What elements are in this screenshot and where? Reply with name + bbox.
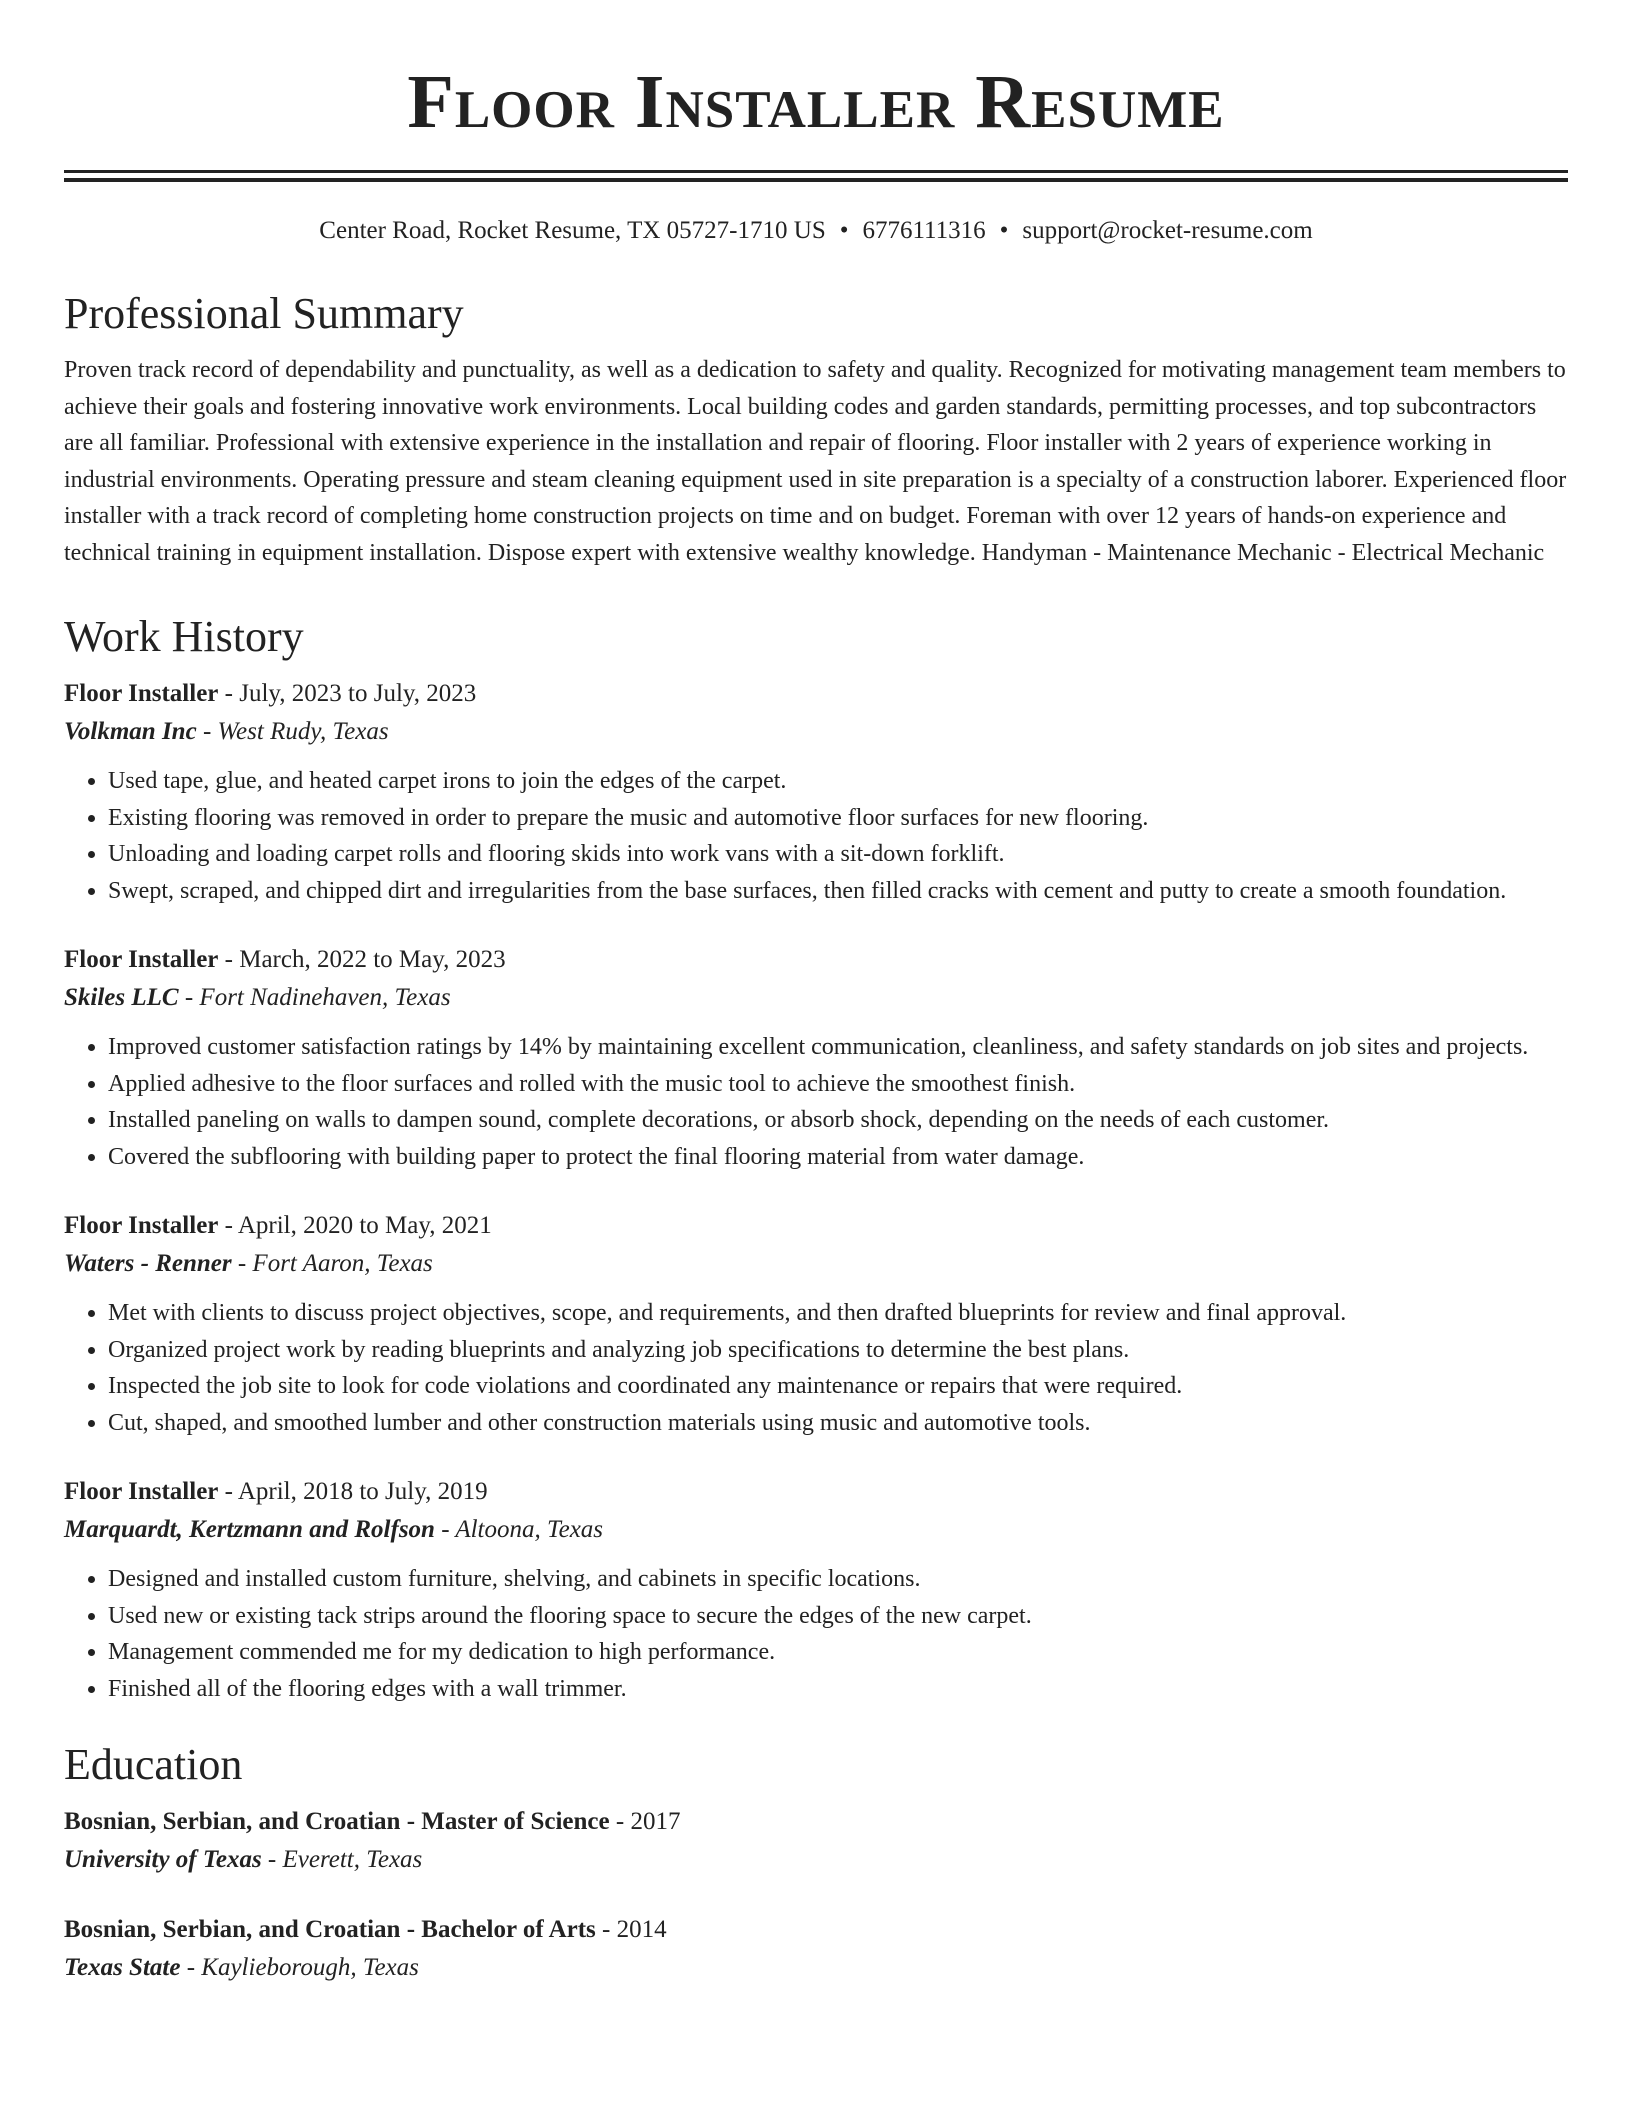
degree-name: Bosnian, Serbian, and Croatian - Master of Science bbox=[64, 1808, 610, 1835]
job-title: Floor Installer bbox=[64, 680, 219, 707]
company-name: Marquardt, Kertzmann and Rolfson bbox=[64, 1516, 435, 1543]
job-bullet: • Improved customer satisfaction ratings by 14% by maintaining excellent communication, cleanliness, and safety standards on job sites and projects. bbox=[108, 1029, 1568, 1066]
contact-line bbox=[64, 214, 1568, 248]
work-history-heading: Work History bbox=[64, 612, 304, 661]
education-entry bbox=[64, 1803, 1568, 1879]
company-location: - Altoona, Texas bbox=[434, 1516, 604, 1543]
summary-heading: Professional Summary bbox=[64, 289, 464, 338]
company-name: Skiles LLC bbox=[64, 984, 179, 1011]
job-entry bbox=[64, 941, 1568, 1175]
company-location: - Fort Nadinehaven, Texas bbox=[178, 984, 451, 1011]
school-name: Texas State bbox=[64, 1954, 181, 1981]
job-title-line bbox=[64, 1207, 1568, 1245]
job-dates: - March, 2022 to May, 2023 bbox=[218, 946, 506, 973]
company-line bbox=[64, 713, 1568, 751]
job-title-line bbox=[64, 1473, 1568, 1511]
bullet-separator: • bbox=[999, 217, 1009, 244]
school-location: - Kaylieborough, Texas bbox=[180, 1954, 419, 1981]
job-bullet: • Finished all of the flooring edges with a wall trimmer. bbox=[108, 1671, 1568, 1708]
school-line bbox=[64, 1949, 1568, 1987]
job-bullet: • Used tape, glue, and heated carpet irons to join the edges of the carpet. bbox=[108, 763, 1568, 800]
job-dates: - July, 2023 to July, 2023 bbox=[218, 680, 477, 707]
job-bullets bbox=[64, 763, 1568, 909]
section-education bbox=[64, 1739, 1568, 1987]
job-bullets bbox=[64, 1295, 1568, 1441]
job-entry bbox=[64, 1207, 1568, 1441]
education-heading: Education bbox=[64, 1740, 243, 1789]
job-bullet: • Applied adhesive to the floor surfaces and rolled with the music tool to achieve the smoothest finish. bbox=[108, 1066, 1568, 1103]
company-location: - West Rudy, Texas bbox=[196, 718, 389, 745]
job-bullets bbox=[64, 1561, 1568, 1707]
job-bullet: • Designed and installed custom furniture, shelving, and cabinets in specific locations. bbox=[108, 1561, 1568, 1598]
summary-text: Proven track record of dependability and punctuality, as well as a dedication to safety and quality. Recognized for motivating management team members to achieve their goals and fostering innovative work environments. Local building codes and garden standards, permitting processes, and top subcontractors are all familiar. Professional with extensive experience in the installation and repair of flooring. Floor installer with 2 years of experience working in industrial environments. Operating pressure and steam cleaning equipment used in site preparation is a specialty of a construction laborer. Experienced floor installer with a track record of completing home construction projects on time and on budget. Foreman with over 12 years of hands-on experience and technical training in equipment installation. Dispose expert with extensive wealthy knowledge. Handyman - Maintenance Mechanic - Electrical Mechanic bbox=[64, 357, 1567, 566]
company-location: - Fort Aaron, Texas bbox=[231, 1250, 433, 1277]
job-bullets bbox=[64, 1029, 1568, 1175]
company-name: Volkman Inc bbox=[64, 718, 197, 745]
contact-phone: 6776111316 bbox=[862, 217, 986, 244]
job-bullet: • Existing flooring was removed in order to prepare the music and automotive floor surfaces for new flooring. bbox=[108, 800, 1568, 837]
job-dates: - April, 2018 to July, 2019 bbox=[218, 1478, 488, 1505]
title-divider bbox=[64, 170, 1568, 182]
school-line bbox=[64, 1841, 1568, 1879]
job-title: Floor Installer bbox=[64, 1212, 219, 1239]
degree-name: Bosnian, Serbian, and Croatian - Bachelor of Arts bbox=[64, 1916, 596, 1943]
job-bullet: • Met with clients to discuss project objectives, scope, and requirements, and then drafted blueprints for review and final approval. bbox=[108, 1295, 1568, 1332]
section-work-history bbox=[64, 611, 1568, 1707]
degree-year: - 2014 bbox=[595, 1916, 667, 1943]
job-bullet: • Covered the subflooring with building paper to protect the final flooring material from water damage. bbox=[108, 1139, 1568, 1176]
job-title: Floor Installer bbox=[64, 1478, 219, 1505]
contact-email: support@rocket-resume.com bbox=[1022, 217, 1313, 244]
job-dates: - April, 2020 to May, 2021 bbox=[218, 1212, 492, 1239]
degree-line bbox=[64, 1803, 1568, 1841]
job-bullet: • Inspected the job site to look for code violations and coordinated any maintenance or repairs that were required. bbox=[108, 1368, 1568, 1405]
education-entry bbox=[64, 1911, 1568, 1987]
school-name: University of Texas bbox=[64, 1846, 262, 1873]
degree-line bbox=[64, 1911, 1568, 1949]
job-title: Floor Installer bbox=[64, 946, 219, 973]
company-line bbox=[64, 979, 1568, 1017]
job-entry bbox=[64, 675, 1568, 909]
section-summary bbox=[64, 288, 1568, 571]
job-bullet: • Organized project work by reading blueprints and analyzing job specifications to determine the best plans. bbox=[108, 1332, 1568, 1369]
job-title-line bbox=[64, 675, 1568, 713]
school-location: - Everett, Texas bbox=[261, 1846, 423, 1873]
company-line bbox=[64, 1511, 1568, 1549]
degree-year: - 2017 bbox=[609, 1808, 681, 1835]
bullet-separator: • bbox=[839, 217, 849, 244]
job-bullet: • Cut, shaped, and smoothed lumber and other construction materials using music and automotive tools. bbox=[108, 1405, 1568, 1442]
job-entry bbox=[64, 1473, 1568, 1707]
job-bullet: • Unloading and loading carpet rolls and flooring skids into work vans with a sit-down forklift. bbox=[108, 836, 1568, 873]
job-bullet: • Installed paneling on walls to dampen sound, complete decorations, or absorb shock, depending on the needs of each customer. bbox=[108, 1102, 1568, 1139]
company-line bbox=[64, 1245, 1568, 1283]
contact-address: Center Road, Rocket Resume, TX 05727-1710 US bbox=[319, 217, 826, 244]
page-title: Floor Installer Resume bbox=[407, 60, 1225, 144]
job-title-line bbox=[64, 941, 1568, 979]
job-bullet: • Swept, scraped, and chipped dirt and irregularities from the base surfaces, then filled cracks with cement and putty to create a smooth foundation. bbox=[108, 873, 1568, 910]
job-bullet: • Used new or existing tack strips around the flooring space to secure the edges of the new carpet. bbox=[108, 1598, 1568, 1635]
job-bullet: • Management commended me for my dedication to high performance. bbox=[108, 1634, 1568, 1671]
company-name: Waters - Renner bbox=[64, 1250, 232, 1277]
